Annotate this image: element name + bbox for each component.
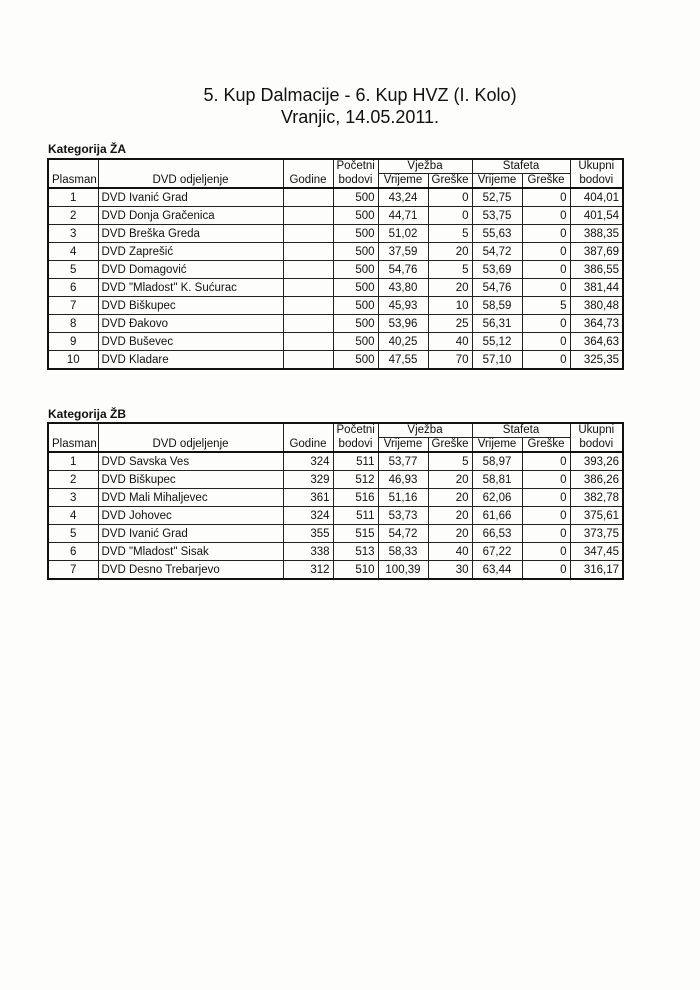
table-row <box>48 507 623 525</box>
stafeta-vrijeme-cell: 54,76 <box>472 279 522 297</box>
header-cell <box>48 423 98 438</box>
results-table-zb <box>47 422 624 580</box>
ukupni-cell: 316,17 <box>570 561 623 580</box>
header-godine: Godine <box>283 174 333 189</box>
header-row-bottom <box>48 174 623 189</box>
vjezba-vrijeme-cell: 54,76 <box>378 261 428 279</box>
stafeta-greske-cell: 0 <box>522 561 570 580</box>
pocetni-cell: 500 <box>333 333 378 351</box>
table-row <box>48 243 623 261</box>
vjezba-vrijeme-cell: 53,96 <box>378 315 428 333</box>
stafeta-vrijeme-cell: 54,72 <box>472 243 522 261</box>
ukupni-cell: 386,26 <box>570 471 623 489</box>
header-stafeta-vrijeme: Vrijeme <box>472 438 522 453</box>
results-table-za <box>47 158 624 370</box>
vjezba-greske-cell: 0 <box>428 207 472 225</box>
pocetni-cell: 516 <box>333 489 378 507</box>
vjezba-vrijeme-cell: 54,72 <box>378 525 428 543</box>
plasman-cell: 2 <box>48 207 98 225</box>
header-row-top <box>48 159 623 174</box>
pocetni-cell: 500 <box>333 279 378 297</box>
plasman-cell: 3 <box>48 225 98 243</box>
godine-cell: 312 <box>283 561 333 580</box>
stafeta-greske-cell: 0 <box>522 543 570 561</box>
pocetni-cell: 500 <box>333 261 378 279</box>
table-row <box>48 315 623 333</box>
stafeta-vrijeme-cell: 58,59 <box>472 297 522 315</box>
title-line-2: Vranjic, 14.05.2011. <box>280 107 440 127</box>
plasman-cell: 9 <box>48 333 98 351</box>
godine-cell <box>283 351 333 370</box>
stafeta-vrijeme-cell: 61,66 <box>472 507 522 525</box>
stafeta-greske-cell: 0 <box>522 471 570 489</box>
header-stafeta-vrijeme: Vrijeme <box>472 174 522 189</box>
header-bodovi: bodovi <box>333 174 378 189</box>
header-stafeta: Štafeta <box>472 159 570 174</box>
vjezba-vrijeme-cell: 58,33 <box>378 543 428 561</box>
table-row <box>48 351 623 370</box>
plasman-cell: 8 <box>48 315 98 333</box>
vjezba-vrijeme-cell: 43,80 <box>378 279 428 297</box>
table-row <box>48 297 623 315</box>
ukupni-cell: 364,73 <box>570 315 623 333</box>
dvd-cell: DVD Domagović <box>98 261 283 279</box>
dvd-cell: DVD Breška Greda <box>98 225 283 243</box>
plasman-cell: 7 <box>48 561 98 580</box>
header-vjezba-greske: Greške <box>428 174 472 189</box>
header-stafeta: Štafeta <box>472 423 570 438</box>
header-ukupni-bodovi: bodovi <box>570 438 623 453</box>
stafeta-greske-cell: 0 <box>522 207 570 225</box>
table-row <box>48 561 623 580</box>
stafeta-greske-cell: 0 <box>522 243 570 261</box>
vjezba-greske-cell: 20 <box>428 279 472 297</box>
document-title <box>0 84 700 128</box>
godine-cell: 324 <box>283 507 333 525</box>
vjezba-vrijeme-cell: 37,59 <box>378 243 428 261</box>
vjezba-vrijeme-cell: 51,02 <box>378 225 428 243</box>
header-cell <box>283 159 333 174</box>
header-ukupni: Ukupni <box>570 423 623 438</box>
stafeta-vrijeme-cell: 63,44 <box>472 561 522 580</box>
vjezba-greske-cell: 20 <box>428 489 472 507</box>
godine-cell <box>283 261 333 279</box>
header-vjezba-vrijeme: Vrijeme <box>378 174 428 189</box>
stafeta-vrijeme-cell: 57,10 <box>472 351 522 370</box>
vjezba-greske-cell: 20 <box>428 243 472 261</box>
vjezba-greske-cell: 5 <box>428 261 472 279</box>
stafeta-vrijeme-cell: 58,81 <box>472 471 522 489</box>
pocetni-cell: 510 <box>333 561 378 580</box>
header-stafeta-greske: Greške <box>522 174 570 189</box>
godine-cell: 355 <box>283 525 333 543</box>
stafeta-vrijeme-cell: 53,69 <box>472 261 522 279</box>
pocetni-cell: 500 <box>333 207 378 225</box>
table-row <box>48 543 623 561</box>
header-ukupni: Ukupni <box>570 159 623 174</box>
godine-cell: 324 <box>283 452 333 471</box>
pocetni-cell: 512 <box>333 471 378 489</box>
table-row <box>48 333 623 351</box>
stafeta-vrijeme-cell: 53,75 <box>472 207 522 225</box>
ukupni-cell: 364,63 <box>570 333 623 351</box>
dvd-cell: DVD "Mladost" Sisak <box>98 543 283 561</box>
vjezba-vrijeme-cell: 53,77 <box>378 452 428 471</box>
plasman-cell: 6 <box>48 543 98 561</box>
dvd-cell: DVD Savska Ves <box>98 452 283 471</box>
table-row <box>48 452 623 471</box>
vjezba-vrijeme-cell: 43,24 <box>378 188 428 207</box>
vjezba-greske-cell: 20 <box>428 471 472 489</box>
vjezba-greske-cell: 5 <box>428 452 472 471</box>
stafeta-greske-cell: 0 <box>522 261 570 279</box>
header-stafeta-greske: Greške <box>522 438 570 453</box>
ukupni-cell: 401,54 <box>570 207 623 225</box>
table-row <box>48 489 623 507</box>
header-dvd: DVD odjeljenje <box>98 438 283 453</box>
pocetni-cell: 515 <box>333 525 378 543</box>
pocetni-cell: 500 <box>333 297 378 315</box>
stafeta-greske-cell: 0 <box>522 315 570 333</box>
stafeta-greske-cell: 0 <box>522 333 570 351</box>
ukupni-cell: 393,26 <box>570 452 623 471</box>
vjezba-vrijeme-cell: 51,16 <box>378 489 428 507</box>
header-cell <box>98 159 283 174</box>
dvd-cell: DVD Zaprešić <box>98 243 283 261</box>
vjezba-vrijeme-cell: 46,93 <box>378 471 428 489</box>
header-cell <box>48 159 98 174</box>
stafeta-greske-cell: 0 <box>522 507 570 525</box>
ukupni-cell: 387,69 <box>570 243 623 261</box>
ukupni-cell: 380,48 <box>570 297 623 315</box>
table-row <box>48 471 623 489</box>
header-vjezba-greske: Greške <box>428 438 472 453</box>
vjezba-vrijeme-cell: 40,25 <box>378 333 428 351</box>
vjezba-vrijeme-cell: 45,93 <box>378 297 428 315</box>
stafeta-greske-cell: 5 <box>522 297 570 315</box>
vjezba-greske-cell: 10 <box>428 297 472 315</box>
table-row <box>48 279 623 297</box>
ukupni-cell: 388,35 <box>570 225 623 243</box>
header-cell <box>283 423 333 438</box>
stafeta-vrijeme-cell: 55,12 <box>472 333 522 351</box>
stafeta-vrijeme-cell: 56,31 <box>472 315 522 333</box>
godine-cell <box>283 225 333 243</box>
table-row <box>48 207 623 225</box>
plasman-cell: 6 <box>48 279 98 297</box>
dvd-cell: DVD Ivanić Grad <box>98 525 283 543</box>
vjezba-greske-cell: 40 <box>428 333 472 351</box>
dvd-cell: DVD Desno Trebarjevo <box>98 561 283 580</box>
plasman-cell: 7 <box>48 297 98 315</box>
ukupni-cell: 347,45 <box>570 543 623 561</box>
vjezba-vrijeme-cell: 53,73 <box>378 507 428 525</box>
stafeta-vrijeme-cell: 66,53 <box>472 525 522 543</box>
header-vjezba: Vježba <box>378 423 472 438</box>
godine-cell: 329 <box>283 471 333 489</box>
header-dvd: DVD odjeljenje <box>98 174 283 189</box>
pocetni-cell: 511 <box>333 507 378 525</box>
header-vjezba: Vježba <box>378 159 472 174</box>
header-ukupni-bodovi: bodovi <box>570 174 623 189</box>
stafeta-greske-cell: 0 <box>522 489 570 507</box>
godine-cell <box>283 333 333 351</box>
ukupni-cell: 386,55 <box>570 261 623 279</box>
dvd-cell: DVD Đakovo <box>98 315 283 333</box>
table-row <box>48 261 623 279</box>
plasman-cell: 2 <box>48 471 98 489</box>
pocetni-cell: 511 <box>333 452 378 471</box>
dvd-cell: DVD Donja Gračenica <box>98 207 283 225</box>
plasman-cell: 1 <box>48 188 98 207</box>
plasman-cell: 5 <box>48 525 98 543</box>
plasman-cell: 5 <box>48 261 98 279</box>
header-plasman: Plasman <box>48 438 98 453</box>
header-plasman: Plasman <box>48 174 98 189</box>
vjezba-greske-cell: 30 <box>428 561 472 580</box>
godine-cell <box>283 315 333 333</box>
dvd-cell: DVD "Mladost" K. Sućurac <box>98 279 283 297</box>
vjezba-greske-cell: 20 <box>428 525 472 543</box>
dvd-cell: DVD Biškupec <box>98 297 283 315</box>
plasman-cell: 4 <box>48 507 98 525</box>
header-cell <box>98 423 283 438</box>
vjezba-greske-cell: 0 <box>428 188 472 207</box>
stafeta-greske-cell: 0 <box>522 525 570 543</box>
dvd-cell: DVD Ivanić Grad <box>98 188 283 207</box>
header-row-top <box>48 423 623 438</box>
dvd-cell: DVD Biškupec <box>98 471 283 489</box>
ukupni-cell: 375,61 <box>570 507 623 525</box>
title-line-1: 5. Kup Dalmacije - 6. Kup HVZ (I. Kolo) <box>203 85 517 105</box>
stafeta-greske-cell: 0 <box>522 351 570 370</box>
vjezba-greske-cell: 5 <box>428 225 472 243</box>
dvd-cell: DVD Kladare <box>98 351 283 370</box>
header-vjezba-vrijeme: Vrijeme <box>378 438 428 453</box>
category-label: Kategorija ŽB <box>48 407 127 421</box>
plasman-cell: 3 <box>48 489 98 507</box>
header-pocetni: Početni <box>333 159 378 174</box>
vjezba-greske-cell: 25 <box>428 315 472 333</box>
godine-cell <box>283 279 333 297</box>
ukupni-cell: 382,78 <box>570 489 623 507</box>
stafeta-greske-cell: 0 <box>522 188 570 207</box>
pocetni-cell: 513 <box>333 543 378 561</box>
ukupni-cell: 325,35 <box>570 351 623 370</box>
header-pocetni: Početni <box>333 423 378 438</box>
plasman-cell: 1 <box>48 452 98 471</box>
header-godine: Godine <box>283 438 333 453</box>
godine-cell <box>283 243 333 261</box>
stafeta-vrijeme-cell: 62,06 <box>472 489 522 507</box>
stafeta-vrijeme-cell: 52,75 <box>472 188 522 207</box>
dvd-cell: DVD Mali Mihaljevec <box>98 489 283 507</box>
dvd-cell: DVD Buševec <box>98 333 283 351</box>
pocetni-cell: 500 <box>333 188 378 207</box>
category-label: Kategorija ŽA <box>48 142 127 156</box>
header-row-bottom <box>48 438 623 453</box>
plasman-cell: 4 <box>48 243 98 261</box>
godine-cell <box>283 207 333 225</box>
table-row <box>48 525 623 543</box>
godine-cell <box>283 297 333 315</box>
pocetni-cell: 500 <box>333 315 378 333</box>
stafeta-greske-cell: 0 <box>522 279 570 297</box>
pocetni-cell: 500 <box>333 225 378 243</box>
godine-cell: 361 <box>283 489 333 507</box>
vjezba-greske-cell: 70 <box>428 351 472 370</box>
pocetni-cell: 500 <box>333 351 378 370</box>
ukupni-cell: 404,01 <box>570 188 623 207</box>
vjezba-vrijeme-cell: 47,55 <box>378 351 428 370</box>
vjezba-vrijeme-cell: 100,39 <box>378 561 428 580</box>
ukupni-cell: 381,44 <box>570 279 623 297</box>
dvd-cell: DVD Johovec <box>98 507 283 525</box>
vjezba-greske-cell: 40 <box>428 543 472 561</box>
stafeta-vrijeme-cell: 58,97 <box>472 452 522 471</box>
plasman-cell: 10 <box>48 351 98 370</box>
vjezba-greske-cell: 20 <box>428 507 472 525</box>
pocetni-cell: 500 <box>333 243 378 261</box>
stafeta-vrijeme-cell: 55,63 <box>472 225 522 243</box>
stafeta-greske-cell: 0 <box>522 452 570 471</box>
stafeta-vrijeme-cell: 67,22 <box>472 543 522 561</box>
table-row <box>48 225 623 243</box>
vjezba-vrijeme-cell: 44,71 <box>378 207 428 225</box>
godine-cell: 338 <box>283 543 333 561</box>
table-row <box>48 188 623 207</box>
ukupni-cell: 373,75 <box>570 525 623 543</box>
godine-cell <box>283 188 333 207</box>
header-bodovi: bodovi <box>333 438 378 453</box>
stafeta-greske-cell: 0 <box>522 225 570 243</box>
